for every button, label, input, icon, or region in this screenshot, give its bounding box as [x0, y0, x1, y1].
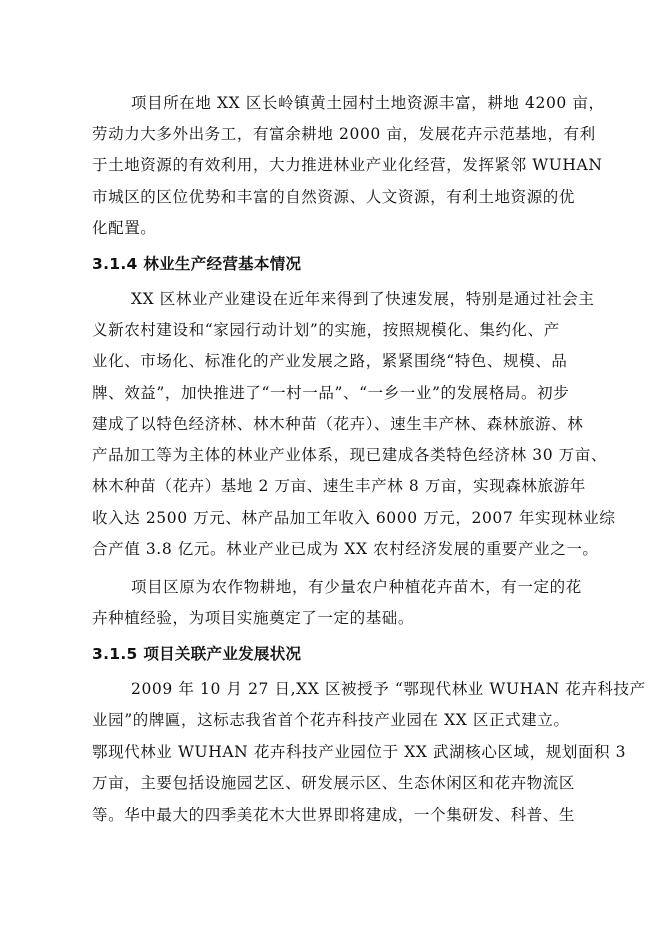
paragraph-line: 鄂现代林业 WUHAN 花卉科技产业园位于 XX 武湖核心区域，规划面积 3	[92, 743, 627, 761]
paragraph-line: 2009 年 10 月 27 日,XX 区被授予 “鄂现代林业 WUHAN 花卉科技产	[131, 680, 646, 698]
section-heading-3-1-4: 3.1.4 林业生产经营基本情况	[92, 255, 302, 273]
paragraph-line: 卉种植经验，为项目实施奠定了一定的基础。	[92, 609, 415, 627]
paragraph-line: 产品加工等为主体的林业产业体系，现已建成各类特色经济林 30 万亩、	[92, 446, 607, 464]
paragraph-line: 业化、市场化、标准化的产业发展之路，紧紧围绕“特色、规模、品	[92, 352, 568, 370]
paragraph-line: 等。华中最大的四季美花木大世界即将建成，一个集研发、科普、生	[92, 806, 576, 824]
paragraph-line: 义新农村建设和“家园行动计划”的实施，按照规模化、集约化、产	[92, 321, 560, 339]
paragraph-line: 业园”的牌匾，这标志我省首个花卉科技产业园在 XX 区正式建立。	[92, 711, 570, 729]
paragraph-line: 于土地资源的有效利用，大力推进林业产业化经营，发挥紧邻 WUHAN	[92, 156, 603, 174]
paragraph-line: 市城区的区位优势和丰富的自然资源、人文资源，有利土地资源的优	[92, 188, 576, 206]
paragraph-line: 项目所在地 XX 区长岭镇黄土园村土地资源丰富，耕地 4200 亩，	[131, 94, 605, 112]
paragraph-line: 劳动力大多外出务工，有富余耕地 2000 亩，发展花卉示范基地，有利	[92, 125, 596, 143]
section-heading-3-1-5: 3.1.5 项目关联产业发展状况	[92, 645, 302, 663]
paragraph-line: 建成了以特色经济林、林木种苗（花卉）、速生丰产林、森林旅游、林	[92, 415, 584, 433]
paragraph-line: 化配置。	[92, 219, 157, 237]
paragraph-line: XX 区林业产业建设在近年来得到了快速发展，特别是通过社会主	[131, 290, 595, 308]
paragraph-line: 合产值 3.8 亿元。林业产业已成为 XX 农村经济发展的重要产业之一。	[92, 540, 599, 558]
paragraph-line: 林木种苗（花卉）基地 2 万亩、速生丰产林 8 万亩，实现森林旅游年	[92, 477, 586, 495]
paragraph-line: 牌、效益”，加快推进了“一村一品”、“一乡一业”的发展格局。初步	[92, 384, 570, 402]
paragraph-line: 收入达 2500 万元、林产品加工年收入 6000 万元，2007 年实现林业综	[92, 509, 616, 527]
paragraph-line: 项目区原为农作物耕地，有少量农户种植花卉苗木，有一定的花	[131, 578, 582, 596]
paragraph-line: 万亩，主要包括设施园艺区、研发展示区、生态休闲区和花卉物流区	[92, 774, 576, 792]
